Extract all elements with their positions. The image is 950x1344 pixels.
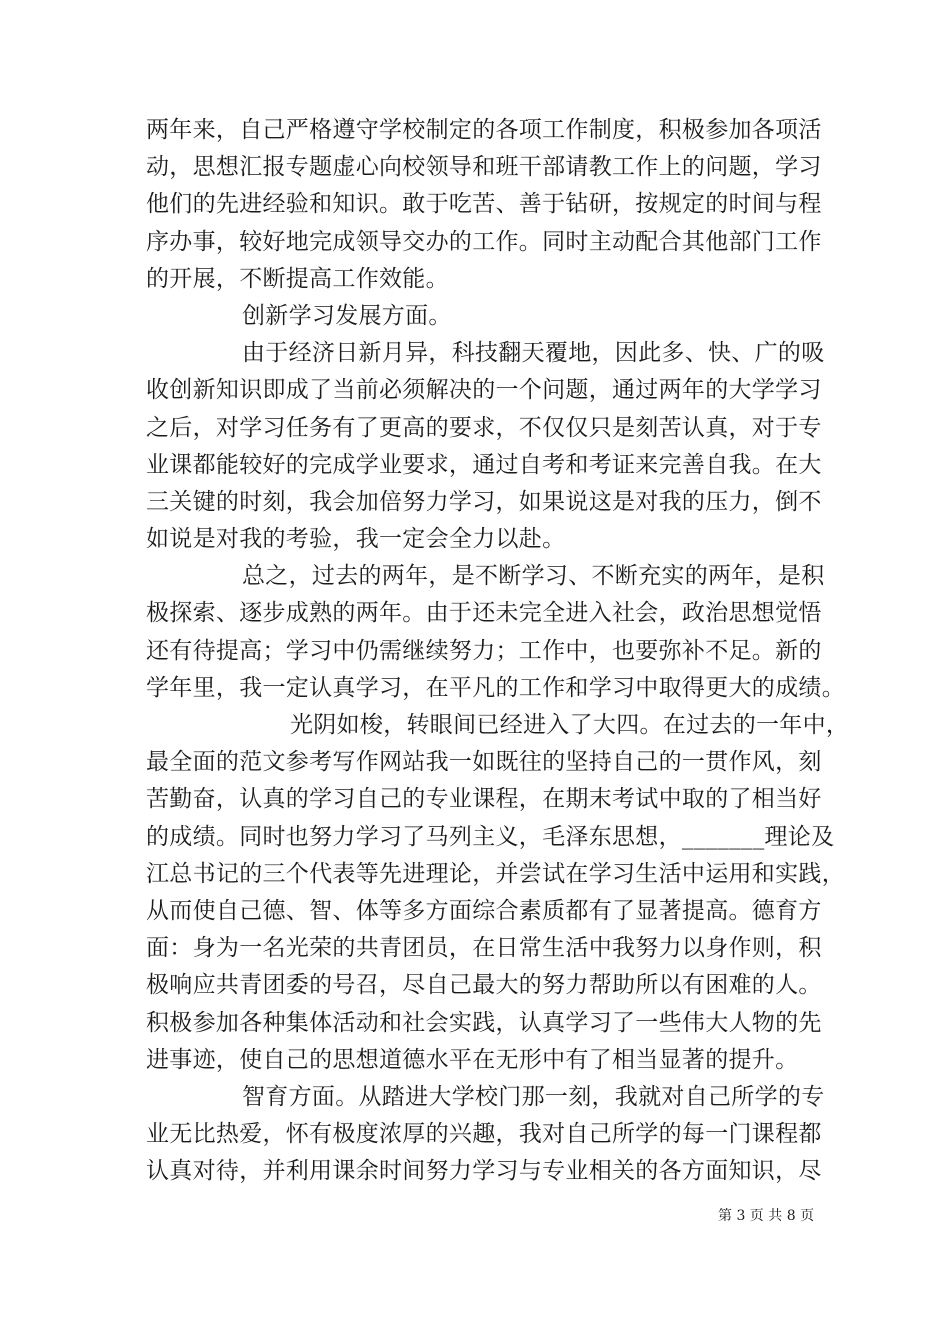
text-line: 由于经济日新月异，科技翻天覆地，因此多、快、广的吸 (242, 340, 825, 367)
text-line: 从而使自己德、智、体等多方面综合素质都有了显著提高。德育方 (146, 897, 822, 924)
text-line: 的开展，不断提高工作效能。 (146, 265, 449, 292)
page-number: 第 3 页 共 8 页 (718, 1208, 815, 1224)
text-line: 苦勤奋，认真的学习自己的专业课程，在期末考试中取的了相当好 (146, 786, 822, 813)
text-line: 创新学习发展方面。 (242, 302, 452, 329)
text-line: 两年来，自己严格遵守学校制定的各项工作制度，积极参加各项活 (146, 117, 822, 143)
text-line: 认真对待，并利用课余时间努力学习与专业相关的各方面知识，尽 (146, 1158, 822, 1185)
text-line: 进事迹，使自己的思想道德水平在无形中有了相当显著的提升。 (146, 1046, 799, 1073)
text-line: 面：身为一名光荣的共青团员，在日常生活中我努力以身作则，积 (146, 935, 822, 962)
text-line: 的成绩。同时也努力学习了马列主义，毛泽东思想，_______理论及 (146, 823, 835, 850)
text-line: 业无比热爱，怀有极度浓厚的兴趣，我对自己所学的每一门课程都 (146, 1121, 822, 1148)
text-line: 如说是对我的考验，我一定会全力以赴。 (146, 526, 566, 553)
text-line: 还有待提高；学习中仍需继续努力；工作中，也要弥补不足。新的 (146, 637, 822, 664)
text-line: 三关键的时刻，我会加倍努力学习，如果说这是对我的压力，倒不 (146, 488, 822, 515)
text-line: 极探索、逐步成熟的两年。由于还未完全进入社会，政治思想觉悟 (146, 600, 822, 627)
text-line: 他们的先进经验和知识。敢于吃苦、善于钻研，按规定的时间与程 (146, 191, 822, 218)
text-line: 学年里，我一定认真学习，在平凡的工作和学习中取得更大的成绩。 (146, 674, 845, 701)
text-line: 最全面的范文参考写作网站我一如既往的坚持自己的一贯作风，刻 (146, 749, 822, 776)
text-line: 光阴如梭，转眼间已经进入了大四。在过去的一年中， (290, 712, 850, 738)
text-line: 江总书记的三个代表等先进理论，并尝试在学习生活中运用和实践， (146, 860, 845, 887)
text-line: 智育方面。从踏进大学校门那一刻，我就对自己所学的专 (242, 1083, 825, 1110)
text-line: 动，思想汇报专题虚心向校领导和班干部请教工作上的问题，学习 (146, 154, 822, 181)
text-line: 业课都能较好的完成学业要求，通过自考和考证来完善自我。在大 (146, 451, 822, 478)
text-line: 极响应共青团委的号召，尽自己最大的努力帮助所以有困难的人。 (146, 972, 822, 999)
text-line: 序办事，较好地完成领导交办的工作。同时主动配合其他部门工作 (146, 228, 822, 255)
text-line: 积极参加各种集体活动和社会实践，认真学习了一些伟大人物的先 (146, 1009, 822, 1036)
text-line: 总之，过去的两年，是不断学习、不断充实的两年，是积 (242, 563, 825, 590)
body-text (146, 112, 850, 1190)
text-line: 收创新知识即成了当前必须解决的一个问题，通过两年的大学学习 (146, 377, 822, 404)
text-line: 之后，对学习任务有了更高的要求，不仅仅只是刻苦认真，对于专 (146, 414, 822, 441)
